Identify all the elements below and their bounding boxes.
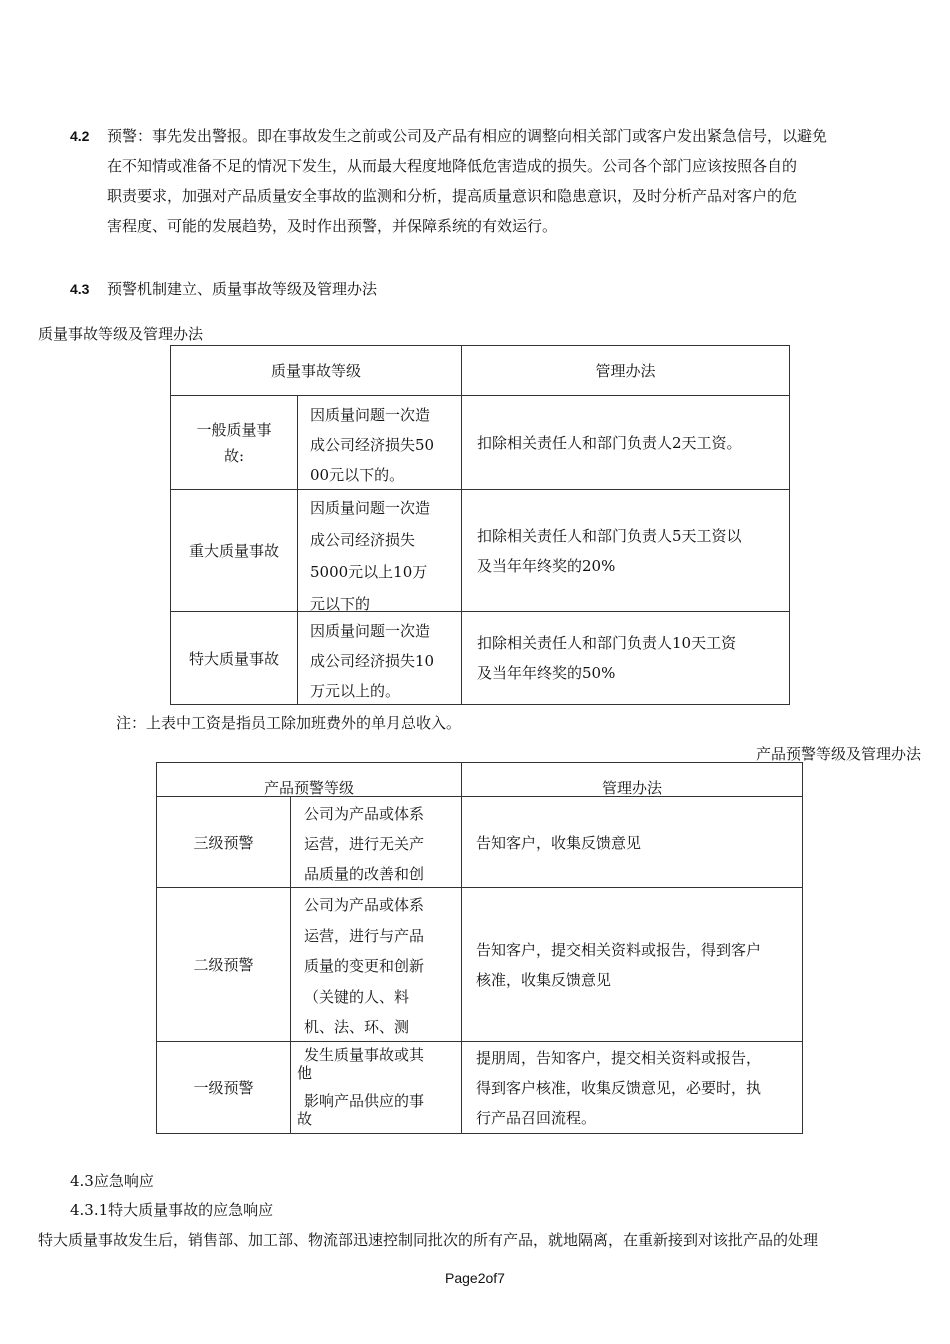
section-4-2-paragraph	[107, 121, 922, 241]
table2-level-cell: 三级预警	[156, 796, 291, 888]
section-number-4-3: 4.3	[70, 281, 90, 297]
desc-line: 因质量问题一次造	[310, 499, 431, 517]
response-subsection-title: 4.3.1特大质量事故的应急响应	[70, 1201, 274, 1219]
table1-method-cell	[461, 489, 790, 612]
desc-line: 因质量问题一次造	[310, 406, 431, 424]
method-line: 告知客户，收集反馈意见	[476, 833, 642, 852]
desc-line: 运营，进行无关产	[304, 835, 425, 853]
desc-line: 因质量问题一次造	[310, 622, 431, 640]
desc-line: 机、法、环、测	[304, 1018, 410, 1036]
method-line: 得到客户核准，收集反馈意见，必要时，执	[476, 1078, 762, 1097]
paragraph-line: 在不知情或准备不足的情况下发生，从而最大程度地降低危害造成的损失。公司各个部门应该按照各自的	[107, 157, 798, 175]
table2-method-cell	[461, 796, 803, 888]
desc-line: 5000元以上10万	[310, 563, 428, 581]
response-section-title: 4.3应急响应	[70, 1172, 154, 1190]
method-line: 及当年年终奖的20%	[477, 556, 616, 575]
method-line: 告知客户，提交相关资料或报告，得到客户	[476, 940, 762, 959]
method-line: 行产品召回流程。	[476, 1108, 597, 1127]
table1-note: 注：上表中工资是指员工除加班费外的单月总收入。	[116, 714, 462, 732]
desc-line: 万元以上的。	[310, 682, 401, 700]
table1-method-cell	[461, 611, 790, 705]
table2-desc-cell	[290, 796, 462, 888]
method-line: 核准，收集反馈意见	[476, 970, 612, 989]
desc-line: （关键的人、料	[304, 987, 410, 1006]
desc-line: 成公司经济损失10	[310, 652, 435, 670]
desc-line: 品质量的改善和创	[304, 865, 425, 883]
table2-desc-cell	[290, 1041, 462, 1134]
desc-line: 成公司经济损失	[310, 531, 416, 549]
desc-line: 他	[297, 1064, 313, 1082]
desc-line: 发生质量事故或其	[304, 1046, 425, 1064]
table2-desc-cell	[290, 887, 462, 1042]
table1-desc-cell	[297, 489, 462, 612]
desc-line: 质量的变更和创新	[304, 957, 425, 975]
table2-header-method: 管理办法	[461, 762, 803, 797]
table2-header-level: 产品预警等级	[156, 762, 462, 797]
table2-method-cell	[461, 887, 803, 1042]
response-body: 特大质量事故发生后，销售部、加工部、物流部迅速控制同批次的所有产品，就地隔离，在重新接到对该批产品的处理	[38, 1231, 819, 1249]
method-line: 扣除相关责任人和部门负责人10天工资	[477, 634, 737, 652]
table1-header-method: 管理办法	[461, 345, 790, 396]
paragraph-line: 害程度、可能的发展趋势，及时作出预警，并保障系统的有效运行。	[107, 217, 558, 235]
method-line: 提朋周，告知客户，提交相关资料或报告，	[476, 1048, 762, 1067]
table2-level-cell: 一级预警	[156, 1041, 291, 1134]
paragraph-line: 预警：事先发出警报。即在事故发生之前或公司及产品有相应的调整向相关部门或客户发出紧急信号，以避免	[107, 127, 828, 145]
section-number-4-2: 4.2	[70, 128, 90, 144]
desc-line: 公司为产品或体系	[304, 805, 425, 823]
table1-level-cell: 特大质量事故	[170, 611, 298, 705]
desc-line: 故	[297, 1110, 313, 1128]
table2-method-cell	[461, 1041, 803, 1134]
table1-desc-cell	[297, 611, 462, 705]
section-4-3-title: 预警机制建立、质量事故等级及管理办法	[107, 280, 378, 298]
page-number: Page2of7	[445, 1270, 505, 1286]
method-line: 扣除相关责任人和部门负责人5天工资以	[477, 526, 742, 545]
desc-line: 成公司经济损失50	[310, 436, 435, 454]
desc-line: 影响产品供应的事	[304, 1092, 425, 1110]
desc-line: 00元以下的。	[310, 466, 405, 484]
table1-header-level: 质量事故等级	[170, 345, 462, 396]
table1-desc-cell	[297, 395, 462, 490]
table1-level-cell: 重大质量事故	[170, 489, 298, 612]
desc-line: 运营，进行与产品	[304, 926, 425, 945]
table1-caption: 质量事故等级及管理办法	[38, 325, 204, 343]
table2-caption: 产品预警等级及管理办法	[755, 745, 921, 763]
method-line: 扣除相关责任人和部门负责人2天工资。	[477, 434, 742, 452]
desc-line: 公司为产品或体系	[304, 896, 425, 914]
paragraph-line: 职责要求，加强对产品质量安全事故的监测和分析，提高质量意识和隐患意识，及时分析产品对客户的危	[107, 187, 798, 205]
desc-line: 元以下的	[310, 595, 371, 612]
method-line: 及当年年终奖的50%	[477, 664, 616, 682]
table1-method-cell	[461, 395, 790, 490]
table1-level-cell: 一般质量事故:	[170, 395, 298, 490]
table2-level-cell: 二级预警	[156, 887, 291, 1042]
